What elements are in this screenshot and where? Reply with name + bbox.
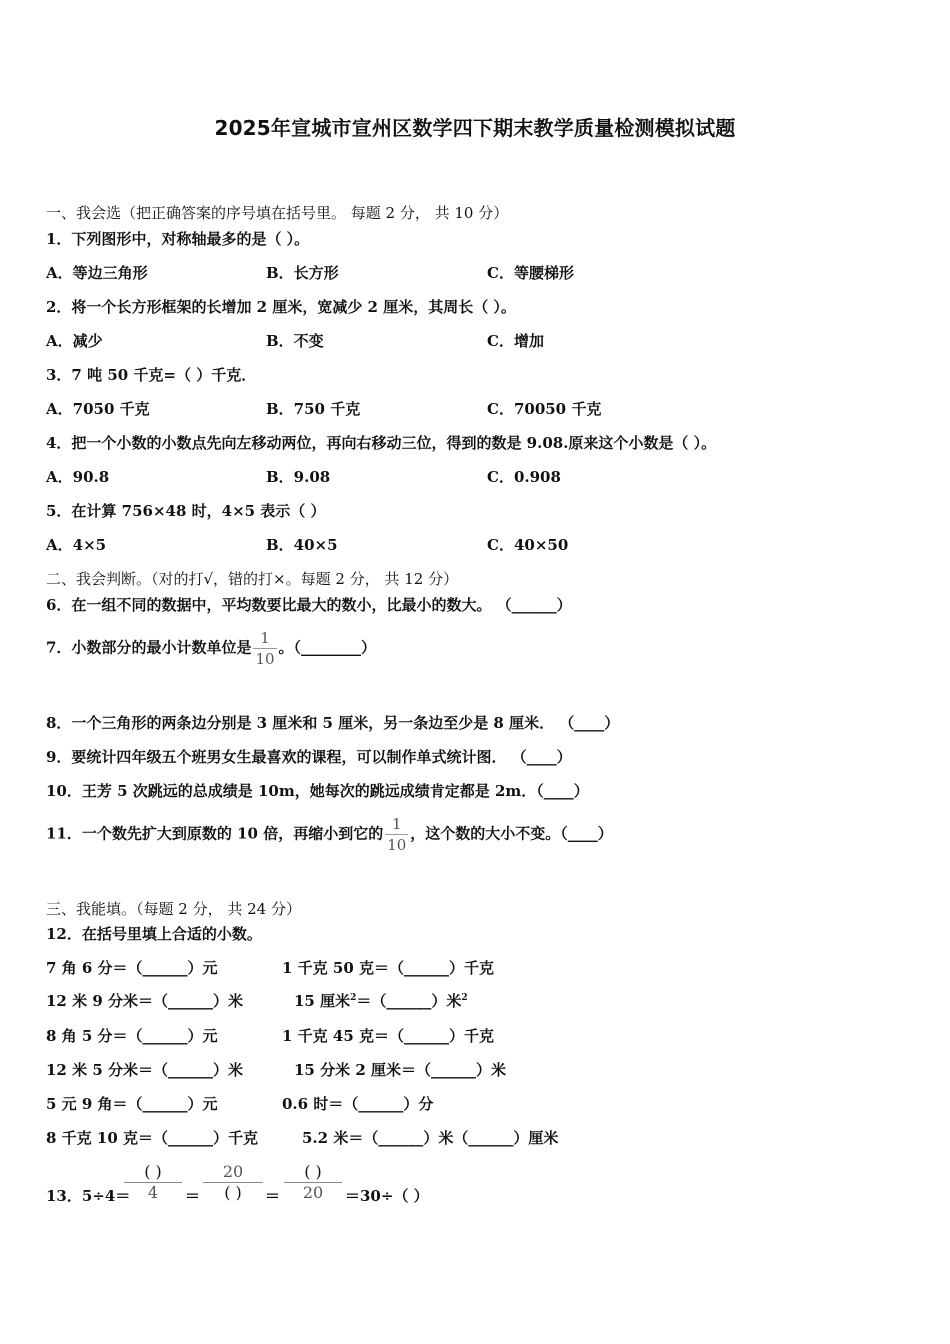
q12-row1-right: 1 千克 50 克＝（______）千克 — [282, 959, 494, 977]
q12-row1-left: 7 角 6 分＝（______）元 — [46, 959, 218, 977]
q13-fraction-1 — [124, 1162, 182, 1203]
question-9: 9．要统计四年级五个班男女生最喜欢的课程，可以制作单式统计图． （____） — [46, 748, 572, 766]
q12-row5-right: 0.6 时＝（______）分 — [282, 1095, 434, 1113]
q5-option-b[interactable]: B．40×5 — [266, 536, 338, 554]
q13-label: 13．5÷4＝ — [46, 1187, 131, 1205]
q4-option-b[interactable]: B．9.08 — [266, 468, 331, 486]
question-12: 12．在括号里填上合适的小数。 — [46, 925, 262, 943]
q3-option-b[interactable]: B．750 千克 — [266, 400, 361, 418]
section-1-heading: 一、我会选（把正确答案的序号填在括号里。 每题 2 分， 共 10 分） — [46, 204, 509, 222]
q11-text-after: ，这个数的大小不变。（____） — [410, 824, 613, 843]
q12-row3-right: 1 千克 45 克＝（______）千克 — [282, 1027, 494, 1045]
q7-fraction-numerator: 1 — [253, 628, 276, 649]
q3-option-a[interactable]: A．7050 千克 — [46, 400, 150, 418]
q13-fraction-1-denominator: 4 — [147, 1183, 159, 1202]
q13-equals-2: ＝ — [265, 1187, 281, 1205]
q2-option-b[interactable]: B．不变 — [266, 332, 324, 350]
q12-row2-right — [294, 990, 468, 1011]
q11-fraction-denominator: 10 — [387, 836, 407, 854]
question-6: 6．在一组不同的数据中，平均数要比最大的数小，比最小的数大。 （______） — [46, 596, 572, 614]
question-11 — [46, 814, 613, 855]
q12-row4-right: 15 分米 2 厘米＝（______）米 — [294, 1061, 506, 1079]
q2-option-a[interactable]: A．减少 — [46, 332, 103, 350]
q4-option-a[interactable]: A．90.8 — [46, 468, 110, 486]
q11-fraction-numerator: 1 — [385, 814, 408, 835]
page-title: 2025年宣城市宣州区数学四下期末教学质量检测模拟试题 — [214, 116, 736, 140]
q12-row2-right-text: 15 厘米 — [294, 992, 351, 1010]
q11-fraction — [385, 814, 408, 855]
q5-option-a[interactable]: A．4×5 — [46, 536, 107, 554]
q7-fraction-denominator: 10 — [255, 650, 275, 668]
q12-row4-left: 12 米 5 分米＝（______）米 — [46, 1061, 243, 1079]
q12-row6-right: 5.2 米＝（______）米（______）厘米 — [302, 1129, 559, 1147]
section-2-heading: 二、我会判断。（对的打√，错的打×。每题 2 分， 共 12 分） — [46, 570, 459, 588]
q13-fraction-2-numerator: 20 — [222, 1162, 244, 1181]
q7-fraction — [253, 628, 276, 669]
q12-row6-left: 8 千克 10 克＝（______）千克 — [46, 1129, 258, 1147]
q12-row5-left: 5 元 9 角＝（______）元 — [46, 1095, 218, 1113]
question-8: 8．一个三角形的两条边分别是 3 厘米和 5 厘米，另一条边至少是 8 厘米． （____） — [46, 714, 620, 732]
question-5: 5．在计算 756×48 时，4×5 表示（ ） — [46, 502, 326, 520]
q3-option-c[interactable]: C．70050 千克 — [487, 400, 602, 418]
question-2: 2．将一个长方形框架的长增加 2 厘米，宽减少 2 厘米，其周长（ ）。 — [46, 298, 516, 316]
q1-option-a[interactable]: A．等边三角形 — [46, 264, 148, 282]
question-7 — [46, 628, 376, 669]
section-3-heading: 三、我能填。（每题 2 分， 共 24 分） — [46, 900, 301, 918]
q7-text-before: 7．小数部分的最小计数单位是 — [46, 638, 252, 657]
q5-option-c[interactable]: C．40×50 — [487, 536, 569, 554]
q13-fraction-2-denominator: ( ) — [224, 1183, 242, 1202]
q13-fraction-2 — [203, 1162, 263, 1203]
q12-row2-right-rest: ＝（______）米 — [356, 992, 462, 1010]
q13-fraction-3-denominator: 20 — [302, 1183, 324, 1202]
q12-row2-left: 12 米 9 分米＝（______）米 — [46, 992, 243, 1010]
question-1: 1．下列图形中，对称轴最多的是（ ）。 — [46, 230, 310, 248]
q13-fraction-3-numerator: ( ) — [304, 1162, 322, 1181]
q12-row2-sup-2: 2 — [461, 993, 468, 1003]
q12-row2-sup-1: 2 — [350, 993, 357, 1003]
q7-text-after: 。（________） — [278, 638, 377, 657]
question-10: 10．王芳 5 次跳远的总成绩是 10m，她每次的跳远成绩肯定都是 2m．（____） — [46, 782, 589, 800]
question-3: 3．7 吨 50 千克=（ ）千克． — [46, 366, 257, 384]
question-4: 4．把一个小数的小数点先向左移动两位，再向右移动三位，得到的数是 9.08.原来这个小数是（ ）。 — [46, 434, 717, 452]
q13-tail: ＝30÷（ ） — [345, 1187, 429, 1205]
q2-option-c[interactable]: C．增加 — [487, 332, 544, 350]
q13-fraction-1-numerator: ( ) — [144, 1162, 162, 1181]
q13-fraction-3 — [284, 1162, 342, 1203]
q1-option-c[interactable]: C．等腰梯形 — [487, 264, 574, 282]
q1-option-b[interactable]: B．长方形 — [266, 264, 339, 282]
q11-text-before: 11．一个数先扩大到原数的 10 倍，再缩小到它的 — [46, 824, 384, 843]
q12-row3-left: 8 角 5 分＝（______）元 — [46, 1027, 218, 1045]
q4-option-c[interactable]: C．0.908 — [487, 468, 561, 486]
q13-equals-1: ＝ — [185, 1187, 201, 1205]
